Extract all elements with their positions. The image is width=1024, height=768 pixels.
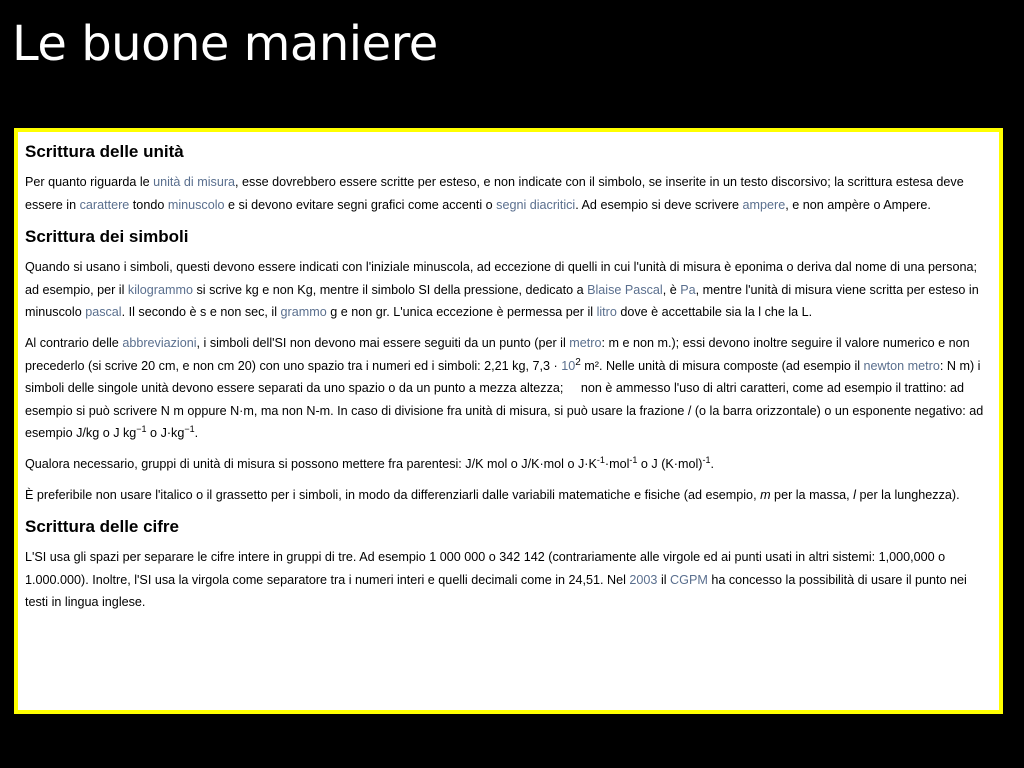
italic-variable: l xyxy=(853,487,856,502)
text: g e non gr. L'unica eccezione è permessa per il xyxy=(326,305,597,320)
section-heading-units: Scrittura delle unità xyxy=(25,142,184,161)
link-carattere[interactable]: carattere xyxy=(79,197,130,212)
superscript: −1 xyxy=(184,424,195,435)
text: , e non ampère o Ampere. xyxy=(785,197,931,212)
link-ampere[interactable]: ampere xyxy=(742,197,786,212)
paragraph-symbols-case xyxy=(25,256,989,324)
superscript: -1 xyxy=(596,454,605,465)
text: ·mol xyxy=(604,456,630,471)
text: : N m) i simboli delle singole unità devono essere separati da uno spazio o da un punto a mezza altezza; non è ammesso l'uso di altri caratteri, come ad esempio il trattino: ad esempio si può scrivere N m oppure N·m, ma non N-m. In caso di divisione fra unità di misura, si può usare la frazione / (o la barra orizzontale) o un esponente negativo: ad esempio J/kg o J kg xyxy=(25,358,987,441)
text: , esse dovrebbero essere scritte per esteso, e non indicate con il simbolo, se inserite in un testo discorsivo; la scrittura estesa deve essere in xyxy=(25,175,964,212)
text: Al contrario delle xyxy=(25,335,123,350)
text: e si devono evitare segni grafici come accenti o xyxy=(224,197,497,212)
link-10[interactable]: 10 xyxy=(561,358,576,373)
link-2003[interactable]: 2003 xyxy=(629,572,658,587)
link-pa[interactable]: Pa xyxy=(680,282,696,297)
paragraph-symbols-punctuation xyxy=(25,332,989,445)
link-segni-diacritici[interactable]: segni diacritici xyxy=(496,197,576,212)
text: . Ad esempio si deve scrivere xyxy=(575,197,743,212)
link-minuscolo[interactable]: minuscolo xyxy=(167,197,225,212)
text: È preferibile non usare l'italico o il grassetto per i simboli, in modo da differenziarli dalle variabili matematiche e fisiche (ad esempio, xyxy=(25,487,761,502)
superscript: -1 xyxy=(629,454,638,465)
text: : m e non m.); essi devono inoltre seguire il valore numerico e non precederlo (si scrive 20 cm, e non cm 20) con uno spazio tra i numeri ed i simboli: 2,21 kg, 7,3 · xyxy=(25,335,970,373)
superscript: -1 xyxy=(702,454,711,465)
paragraph-symbols-grouping xyxy=(25,453,989,476)
text: per la massa, xyxy=(770,487,854,502)
text: tondo xyxy=(129,197,168,212)
link-metro[interactable]: metro xyxy=(569,335,602,350)
text: Per quanto riguarda le xyxy=(25,175,154,189)
italic-variable: m xyxy=(760,487,771,502)
text: ha concesso la possibilità di usare il punto nei testi in lingua inglese. xyxy=(25,572,967,610)
text: per la lunghezza). xyxy=(855,487,960,502)
link-newton-metro[interactable]: newton metro xyxy=(863,358,940,373)
link-kilogrammo[interactable]: kilogrammo xyxy=(127,282,193,297)
section-heading-symbols: Scrittura dei simboli xyxy=(25,227,189,247)
text: si scrive kg e non Kg, mentre il simbolo SI della pressione, dedicato a xyxy=(193,282,588,297)
text: , mentre l'unità di misura viene scritta per esteso in minuscolo xyxy=(25,282,979,320)
paragraph-units-writing xyxy=(25,171,989,216)
text: , è xyxy=(662,282,681,297)
text: , i simboli dell'SI non devono mai essere seguiti da un punto (per il xyxy=(196,335,570,350)
article-content xyxy=(18,132,999,614)
text: dove è accettabile sia la l che la L. xyxy=(616,305,813,320)
text: . Il secondo è s e non sec, il xyxy=(121,305,281,320)
text: . xyxy=(710,456,714,471)
link-pascal[interactable]: pascal xyxy=(85,305,122,320)
text: L'SI usa gli spazi per separare le cifre intere in gruppi di tre. Ad esempio 1 000 000 o 342 142 (contrariamente alle virgole ed ai punti usati in altri sistemi: 1,000,000 o 1.000.000). Inoltre, l'SI usa la virgola come separatore tra i numeri interi e quelli decimali come in 24,51. Nel xyxy=(25,550,946,587)
link-litro[interactable]: litro xyxy=(596,305,617,320)
superscript: −1 xyxy=(136,424,147,435)
text: Quando si usano i simboli, questi devono essere indicati con l'iniziale minuscola, ad eccezione di quelli in cui l'unità di misura è eponima o deriva dal nome di una persona; ad esempio, per il xyxy=(25,260,977,297)
superscript: 2 xyxy=(575,356,581,368)
paragraph-digits xyxy=(25,546,989,614)
text: o J (K·mol) xyxy=(637,456,703,471)
section-heading-digits: Scrittura delle cifre xyxy=(25,517,180,537)
paragraph-symbols-italic xyxy=(25,484,989,507)
link-abbreviazioni[interactable]: abbreviazioni xyxy=(122,335,197,350)
text: Qualora necessario, gruppi di unità di misura si possono mettere fra parentesi: J/K mol o J/K·mol o J·K xyxy=(25,456,597,471)
slide-title: Le buone maniere xyxy=(12,16,438,72)
text: . xyxy=(194,426,199,441)
link-grammo[interactable]: grammo xyxy=(280,305,327,320)
link-blaise-pascal[interactable]: Blaise Pascal xyxy=(587,282,663,297)
text: il xyxy=(657,572,671,587)
link-cgpm[interactable]: CGPM xyxy=(670,572,708,587)
text: o J·kg xyxy=(146,426,185,441)
link-unita-di-misura[interactable]: unità di misura xyxy=(153,175,236,189)
text: m². Nelle unità di misura composte (ad esempio il xyxy=(580,358,864,373)
article-screenshot-panel xyxy=(14,128,1003,714)
